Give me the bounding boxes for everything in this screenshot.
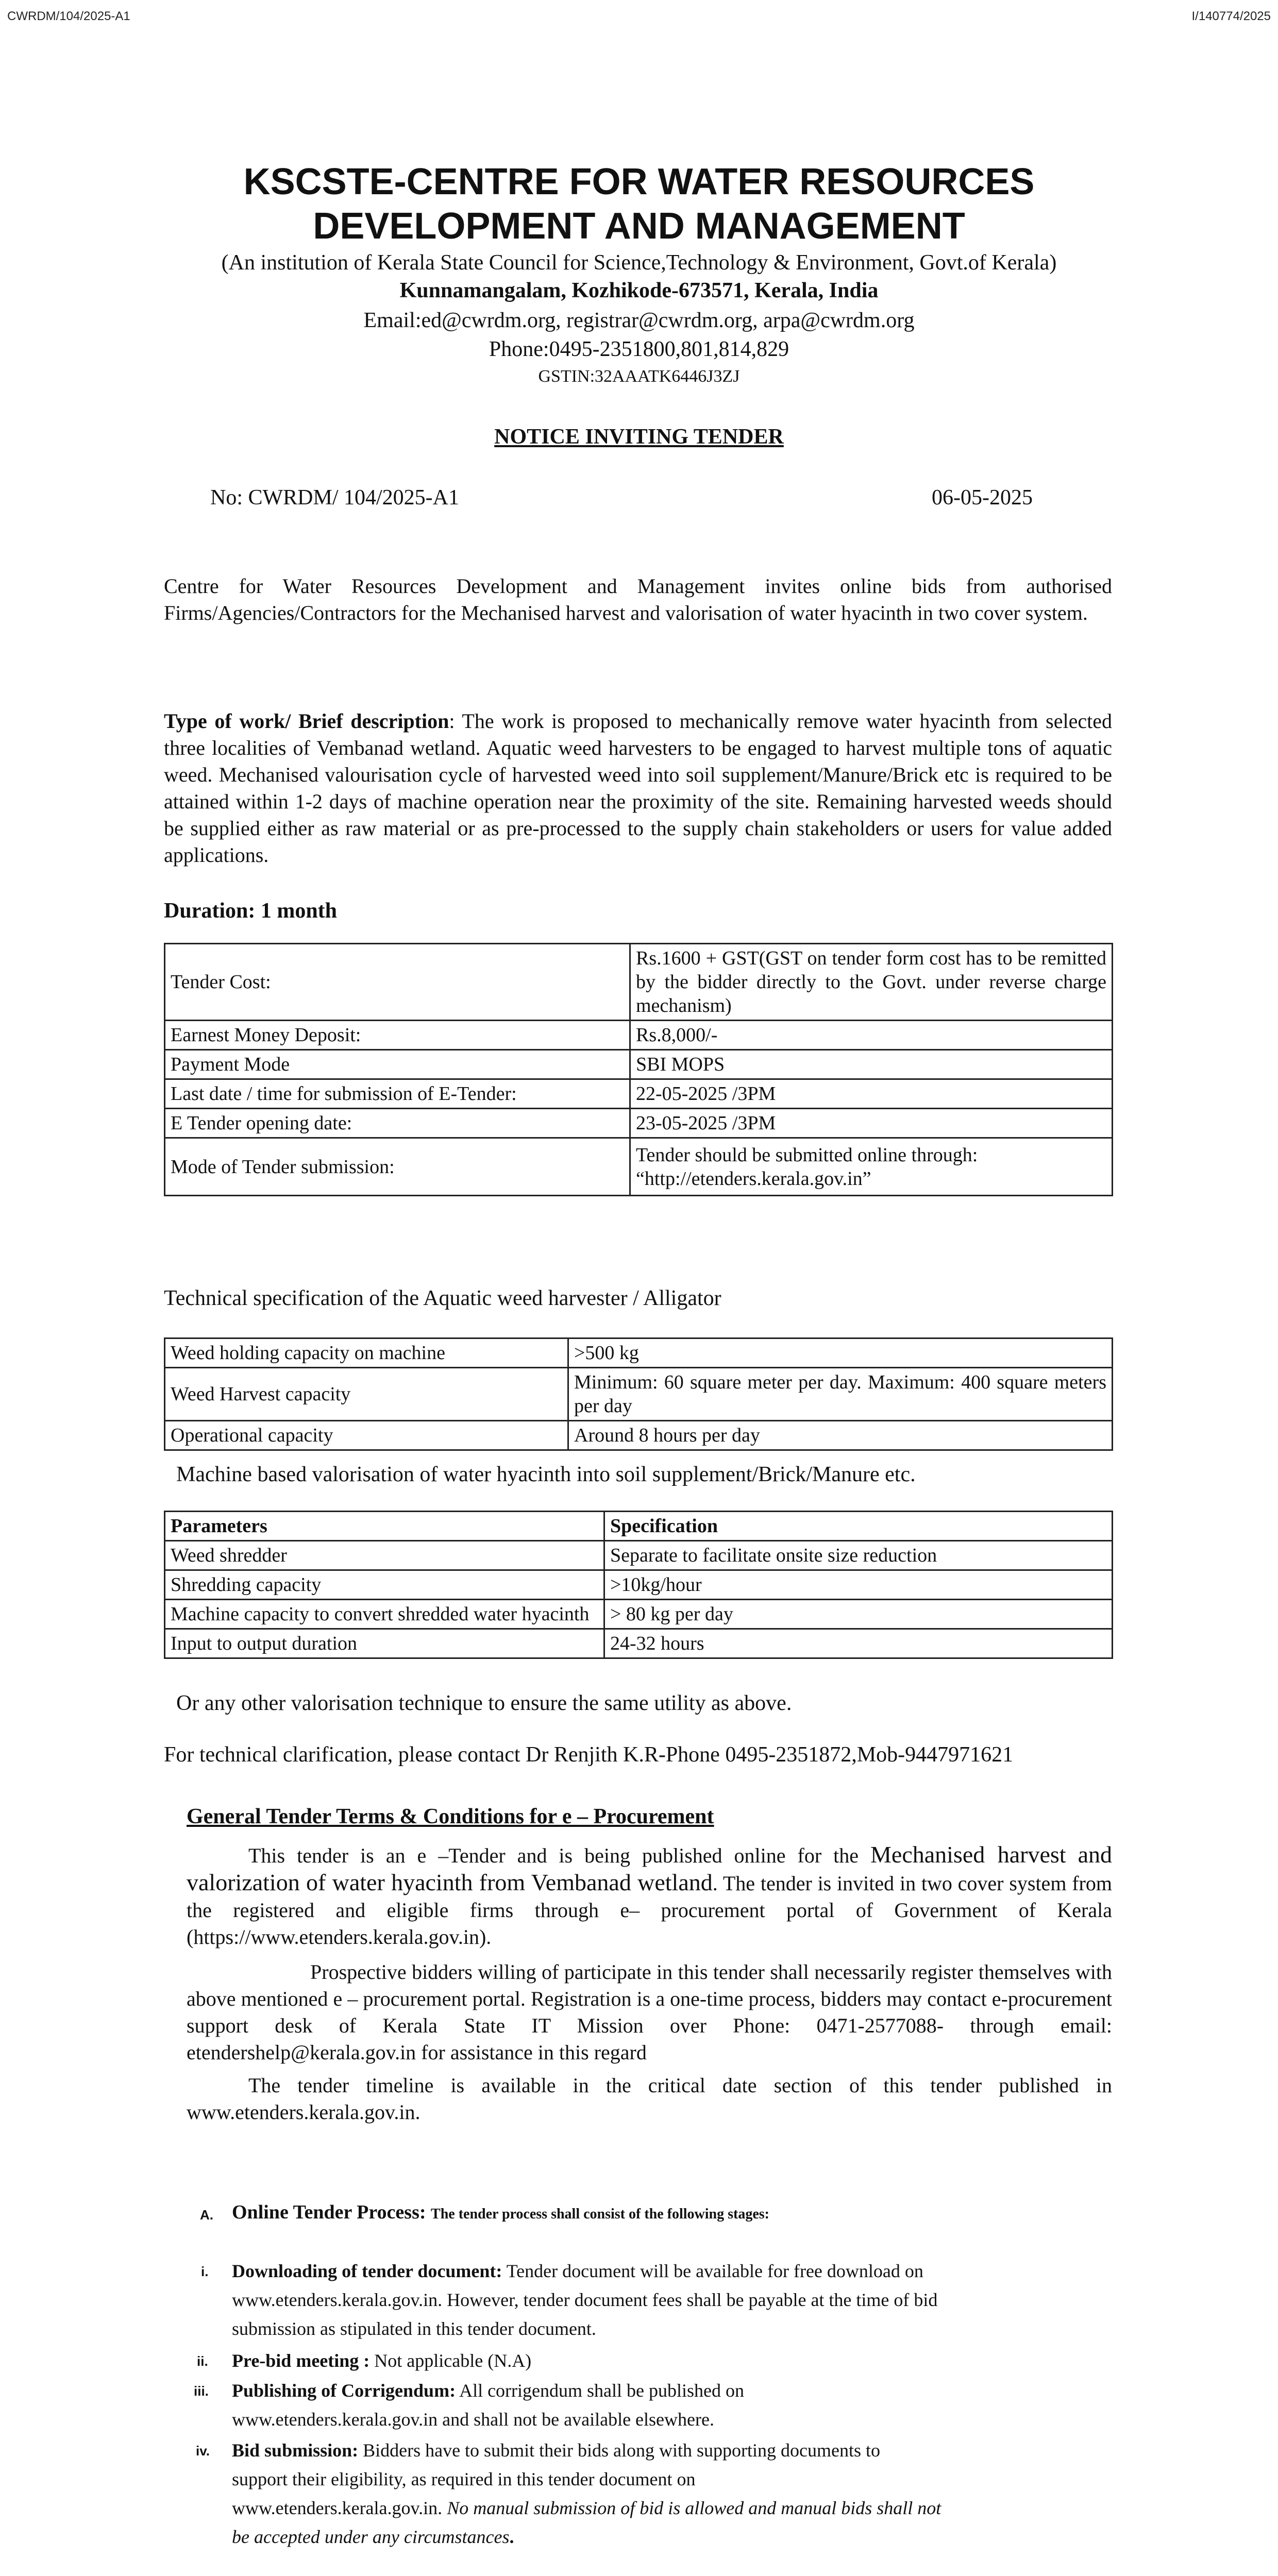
- table-row: [165, 1109, 1113, 1138]
- table-cell-value: > 80 kg per day: [604, 1600, 1113, 1629]
- intro-paragraph: Centre for Water Resources Development and Management invites online bids from authorised Firms/Agencies/Contractors for the Mechanised harvest and valorisation of water hyacinth in two cover system.: [164, 574, 1112, 624]
- table-cell-value: Minimum: 60 square meter per day. Maximum: 400 square meters per day: [568, 1368, 1113, 1421]
- table-cell-label: Tender Cost:: [165, 944, 630, 1021]
- table-row: [165, 1338, 1113, 1368]
- list-item-text: www.etenders.kerala.gov.in. However, tender document fees shall be payable at the time of bid: [232, 2290, 938, 2310]
- table-cell-value: 22-05-2025 /3PM: [630, 1079, 1113, 1109]
- table-cell-value: Rs.8,000/-: [630, 1021, 1113, 1050]
- org-email: Email:ed@cwrdm.org, registrar@cwrdm.org, arpa@cwrdm.org: [363, 309, 915, 332]
- table-row: [165, 1421, 1113, 1450]
- list-marker: iv.: [196, 2443, 210, 2459]
- table-cell-label: Weed holding capacity on machine: [165, 1338, 568, 1368]
- list-marker: iii.: [194, 2383, 209, 2399]
- list-item-text: Bidders have to submit their bids along with supporting documents to: [358, 2440, 881, 2461]
- table-row: [165, 944, 1113, 1021]
- org-name-line1: KSCSTE-CENTRE FOR WATER RESOURCES: [243, 161, 1035, 202]
- valorisation-spec-table: [164, 1511, 1113, 1659]
- table-header-row: [165, 1512, 1113, 1541]
- tender-details-table: [164, 943, 1113, 1196]
- table-cell-value: Around 8 hours per day: [568, 1421, 1113, 1450]
- table-row: [165, 1629, 1113, 1658]
- section-a-heading: [232, 2199, 769, 2228]
- table-cell-label: E Tender opening date:: [165, 1109, 630, 1138]
- section-a-marker: A.: [200, 2207, 213, 2223]
- table-cell-value: Separate to facilitate onsite size reduction: [604, 1541, 1113, 1570]
- table-row: [165, 1570, 1113, 1600]
- valorisation-note: Or any other valorisation technique to ensure the same utility as above.: [176, 1691, 792, 1715]
- table-header-value: Specification: [604, 1512, 1113, 1541]
- table-cell-value: SBI MOPS: [630, 1050, 1113, 1079]
- list-item-label: Bid submission:: [232, 2440, 359, 2461]
- technical-contact: For technical clarification, please contact Dr Renjith K.R-Phone 0495-2351872,Mob-9447971621: [164, 1743, 1014, 1767]
- table-cell-label: Earnest Money Deposit:: [165, 1021, 630, 1050]
- list-marker: i.: [201, 2264, 209, 2279]
- para1-text: This tender is an e –Tender and is being published online for the: [248, 1844, 859, 1867]
- list-item-text: Tender document will be available for free download on: [502, 2261, 923, 2281]
- section-a-title: Online Tender Process:: [232, 2201, 426, 2223]
- table-cell-value: Tender should be submitted online through: “http://etenders.kerala.gov.in”: [630, 1138, 1113, 1196]
- table-header-label: Parameters: [165, 1512, 604, 1541]
- table-cell-value: >10kg/hour: [604, 1570, 1113, 1600]
- general-terms-paragraph-3: The tender timeline is available in the critical date section of this tender published in www.etenders.kerala.gov.in.: [187, 2074, 1112, 2124]
- table-cell-label: Machine capacity to convert shredded water hyacinth: [165, 1600, 604, 1629]
- notice-title: NOTICE INVITING TENDER: [494, 425, 784, 449]
- org-name-line2: DEVELOPMENT AND MANAGEMENT: [313, 206, 965, 247]
- list-item-prebid: [232, 2346, 1118, 2375]
- harvester-spec-table: [164, 1337, 1113, 1451]
- list-item-corrigendum: [232, 2376, 1118, 2434]
- table-row: [165, 1368, 1113, 1421]
- table-cell-label: Last date / time for submission of E-Tender:: [165, 1079, 630, 1109]
- list-marker: ii.: [197, 2353, 208, 2369]
- general-terms-paragraph-2: Prospective bidders willing of participate in this tender shall necessarily register themselves with above mentioned e – procurement portal. Registration is a one-time process, bidders may contact e-procurement support desk of Kerala State IT Mission over Phone: 0471-2577088- through email: etendershelp@kerala.gov.in for assistance in this regard: [187, 1960, 1112, 2064]
- table-cell-value: 23-05-2025 /3PM: [630, 1109, 1113, 1138]
- para1-work-name: Mechanised harvest: [870, 1841, 1066, 1868]
- list-item-text: www.etenders.kerala.gov.in.: [232, 2498, 447, 2518]
- table-row: [165, 1050, 1113, 1079]
- valorisation-title: Machine based valorisation of water hyacinth into soil supplement/Brick/Manure etc.: [176, 1463, 916, 1486]
- list-item-text: All corrigendum shall be published on: [456, 2380, 744, 2401]
- table-cell-value: 24-32 hours: [604, 1629, 1113, 1658]
- list-item-italic-text: No manual submission of bid is allowed and manual bids shall not: [447, 2498, 941, 2518]
- list-item-italic-text: be accepted under any circumstances: [232, 2527, 510, 2547]
- table-cell-label: Payment Mode: [165, 1050, 630, 1079]
- notice-date: 06-05-2025: [932, 486, 1033, 510]
- table-cell-label: Operational capacity: [165, 1421, 568, 1450]
- org-institution: (An institution of Kerala State Council for Science,Technology & Environment, Govt.of Kerala): [221, 251, 1057, 275]
- general-terms-paragraph-1: [187, 1841, 1112, 1951]
- tech-spec-title: Technical specification of the Aquatic weed harvester / Alligator: [164, 1286, 721, 1310]
- section-a-subtitle: The tender process shall consist of the following stages:: [431, 2206, 769, 2222]
- table-row: [165, 1541, 1113, 1570]
- org-gstin: GSTIN:32AAATK6446J3ZJ: [538, 367, 740, 386]
- table-row: [165, 1079, 1113, 1109]
- notice-number: No: CWRDM/ 104/2025-A1: [210, 486, 459, 510]
- table-cell-value: Rs.1600 + GST(GST on tender form cost has to be remitted by the bidder directly to the Govt. under reverse charge mechanism): [630, 944, 1113, 1021]
- table-cell-label: Weed shredder: [165, 1541, 604, 1570]
- type-of-work-paragraph: [164, 708, 1112, 869]
- list-item-text: www.etenders.kerala.gov.in and shall not be available elsewhere.: [232, 2409, 714, 2430]
- table-cell-label: Shredding capacity: [165, 1570, 604, 1600]
- table-row: [165, 1021, 1113, 1050]
- general-terms-title: General Tender Terms & Conditions for e – Procurement: [187, 1805, 714, 1828]
- duration: Duration: 1 month: [164, 899, 338, 923]
- document-reference-right: I/140774/2025: [1191, 9, 1271, 23]
- list-item-downloading: [232, 2257, 1118, 2343]
- type-of-work-label: Type of work/ Brief description: [164, 709, 449, 733]
- org-phone: Phone:0495-2351800,801,814,829: [489, 337, 789, 361]
- type-of-work-text: : The work is proposed to mechanically remove water hyacinth from selected three localities of Vembanad wetland. Aquatic weed harvesters to be engaged to harvest multiple tons of aquatic weed. Mechanised valourisation cycle of harvested weed into soil supplement/Manure/Brick etc is required to be attained within 1-2 days of machine operation near the proximity of the site. Remaining harvested weeds should be supplied either as raw material or as pre-processed to the supply chain stakeholders or users for value added applications.: [164, 709, 1112, 867]
- table-row: [165, 1600, 1113, 1629]
- table-cell-label: Weed Harvest capacity: [165, 1368, 568, 1421]
- document-reference-left: CWRDM/104/2025-A1: [7, 9, 130, 23]
- table-cell-value: >500 kg: [568, 1338, 1113, 1368]
- list-item-label: Downloading of tender document:: [232, 2261, 502, 2281]
- para1-text-end: . The tender is invited in two cover system from the registered and eligible firms through e– procurement portal of Government of Kerala (https://www.etenders.kerala.gov.in).: [187, 1872, 1112, 1948]
- org-address: Kunnamangalam, Kozhikode-673571, Kerala, India: [399, 279, 879, 302]
- list-item-label: Pre-bid meeting :: [232, 2350, 370, 2371]
- para1-work-name-cont: and valorization of water hyacinth from Vembanad wetland: [187, 1841, 1113, 1895]
- list-item-label: Publishing of Corrigendum:: [232, 2380, 456, 2401]
- list-item-text: support their eligibility, as required in this tender document on: [232, 2469, 696, 2489]
- table-cell-label: Mode of Tender submission:: [165, 1138, 630, 1196]
- table-cell-label: Input to output duration: [165, 1629, 604, 1658]
- list-item-text: Not applicable (N.A): [369, 2350, 532, 2371]
- table-row: [165, 1138, 1113, 1196]
- list-item-bid-submission: Bid submission: Bidders have to submit their bids along with supporting documents to support their eligibility, as required in this tender document on www.etenders.kerala.gov.in. No manual submission of bid is allowed and manual bids shall not be accepted under any circumstances.: [232, 2440, 941, 2547]
- list-item-text: submission as stipulated in this tender document.: [232, 2318, 596, 2339]
